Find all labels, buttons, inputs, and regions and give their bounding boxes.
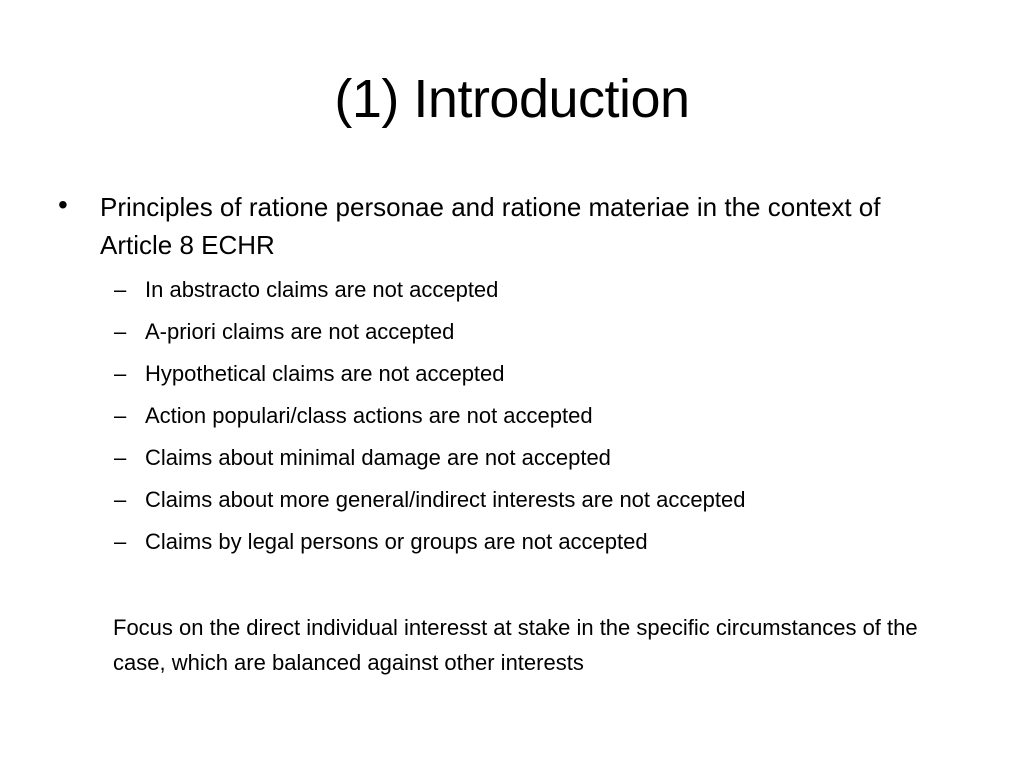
focus-paragraph: Focus on the direct individual interesst at stake in the specific circumstances of the case, which are balanced against other interests xyxy=(113,615,918,675)
sub-bullet xyxy=(0,270,1024,312)
sub-bullet-text: Claims about more general/indirect interests are not accepted xyxy=(145,487,746,512)
sub-bullet xyxy=(0,480,1024,522)
dash-marker: – xyxy=(114,361,127,386)
sub-bullet-text: In abstracto claims are not accepted xyxy=(145,277,499,302)
main-bullet-text: Principles of ratione personae and ratione materiae in the context of Article 8 ECHR xyxy=(100,192,881,260)
sub-bullet-text: A-priori claims are not accepted xyxy=(145,319,455,344)
sub-bullet xyxy=(0,438,1024,480)
dash-marker: – xyxy=(114,445,127,470)
sub-bullet xyxy=(0,312,1024,354)
sub-bullet xyxy=(0,354,1024,396)
sub-bullet-text: Claims by legal persons or groups are not accepted xyxy=(145,529,648,554)
bullet-marker: • xyxy=(58,189,68,220)
sub-bullet-text: Claims about minimal damage are not accepted xyxy=(145,445,611,470)
dash-marker: – xyxy=(114,403,127,428)
dash-marker: – xyxy=(114,529,127,554)
sub-bullet xyxy=(0,396,1024,438)
sub-bullet-text: Action populari/class actions are not accepted xyxy=(145,403,593,428)
sub-bullet xyxy=(0,522,1024,564)
sub-bullet-list xyxy=(0,270,1024,564)
dash-marker: – xyxy=(114,319,127,344)
sub-bullet-text: Hypothetical claims are not accepted xyxy=(145,361,505,386)
dash-marker: – xyxy=(114,277,127,302)
slide-title: (1) Introduction xyxy=(334,69,690,129)
dash-marker: – xyxy=(114,487,127,512)
